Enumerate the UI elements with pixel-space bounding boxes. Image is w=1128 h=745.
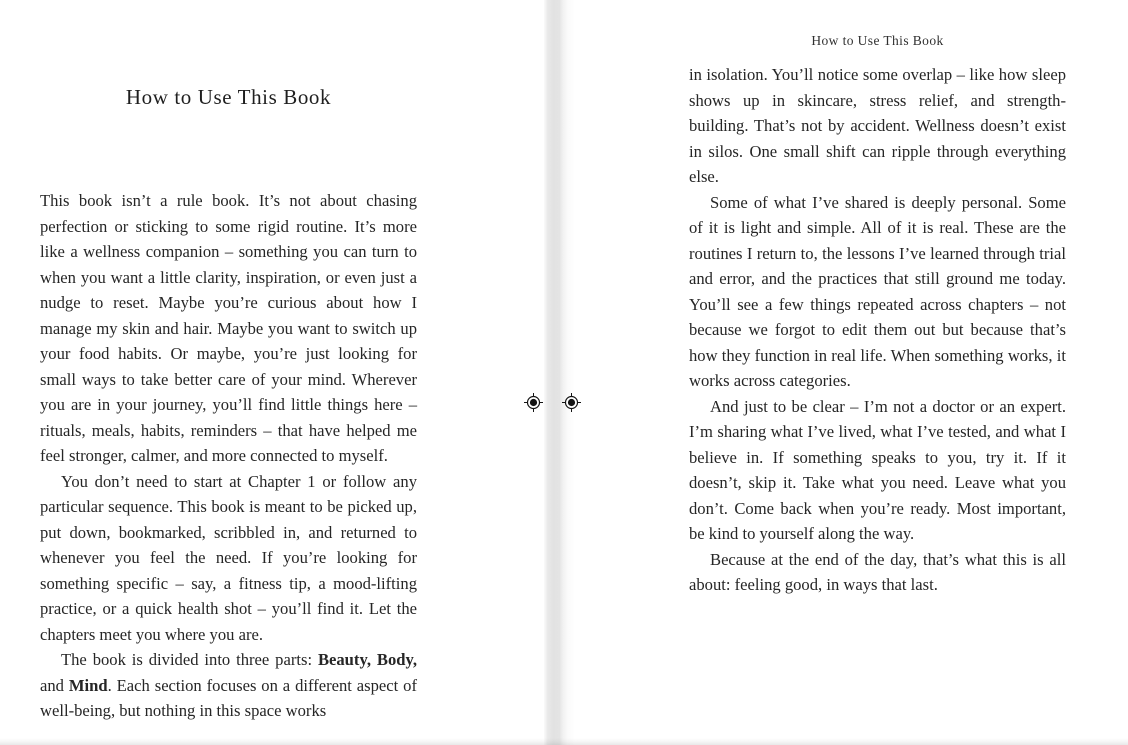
bold-text-run: Beauty, [317,650,371,669]
text-run: You don’t need to start at Chapter 1 or follow any particular sequence. This book is meant to be picked up, put down, bookmarked, scribbled in, and returned to whenever you feel the need. If you’re looking for something specific – say, a fitness tip, a mood-lifting practice, or a quick health shot – you’ll find it. Let the chapters meet you where you are. [40,471,417,644]
bold-text-run: Mind [68,675,108,695]
text-run: Some of what I’ve shared is deeply personal. Some of it is light and simple. All of it is real. These are the routines I return to, the lessons I’ve learned through trial and error, and the practices that still ground me today. You’ll see a few things repeated across chapters – not because we forgot to edit them out but because that’s how they function in real life. When something works, it works across categories. [689,192,1066,390]
text-run: and [40,675,69,695]
paragraph [689,394,1066,547]
left-page-body [40,188,417,724]
right-page-body [689,62,1066,598]
text-run: The book is divided into three parts: [61,650,318,669]
right-page [689,0,1066,745]
paragraph [40,188,417,469]
paragraph [689,547,1066,598]
chapter-title: How to Use This Book [125,85,332,109]
page-bottom-edge [0,738,1128,745]
paragraph [689,62,1066,190]
registration-mark-right-icon [562,393,581,412]
page-gutter [544,0,575,745]
paragraph [40,469,417,648]
running-header: How to Use This Book [811,33,944,48]
text-run: in isolation. You’ll notice some overlap – like how sleep shows up in skincare, stress relief, and strength-building. That’s not by accident. Wellness doesn’t exist in silos. One small shift can ripple through everything else. [689,65,1066,186]
paragraph [689,190,1066,394]
registration-mark-left-icon [524,393,543,412]
left-page [40,0,417,745]
bold-text-run: Body, [376,650,417,669]
text-run: . Each section focuses on a different aspect of well-being, but nothing in this space works [40,675,417,720]
text-run: And just to be clear – I’m not a doctor or an expert. I’m sharing what I’ve lived, what I’ve tested, and what I believe in. If something speaks to you, try it. If it doesn’t, skip it. Take what you need. Leave what you don’t. Come back when you’re ready. Most important, be kind to yourself along the way. [689,396,1066,543]
text-run: This book isn’t a rule book. It’s not about chasing perfection or sticking to some rigid routine. It’s more like a wellness companion – something you can turn to when you want a little clarity, inspiration, or even just a nudge to reset. Maybe you’re curious about how I manage my skin and hair. Maybe you want to switch up your food habits. Or maybe, you’re just looking for small ways to take better care of your mind. Wherever you are in your journey, you’ll find little things here – rituals, meals, habits, reminders – that have helped me feel stronger, calmer, and more connected to myself. [40,191,417,465]
paragraph [40,647,417,724]
text-run: Because at the end of the day, that’s what this is all about: feeling good, in ways that last. [689,549,1066,594]
